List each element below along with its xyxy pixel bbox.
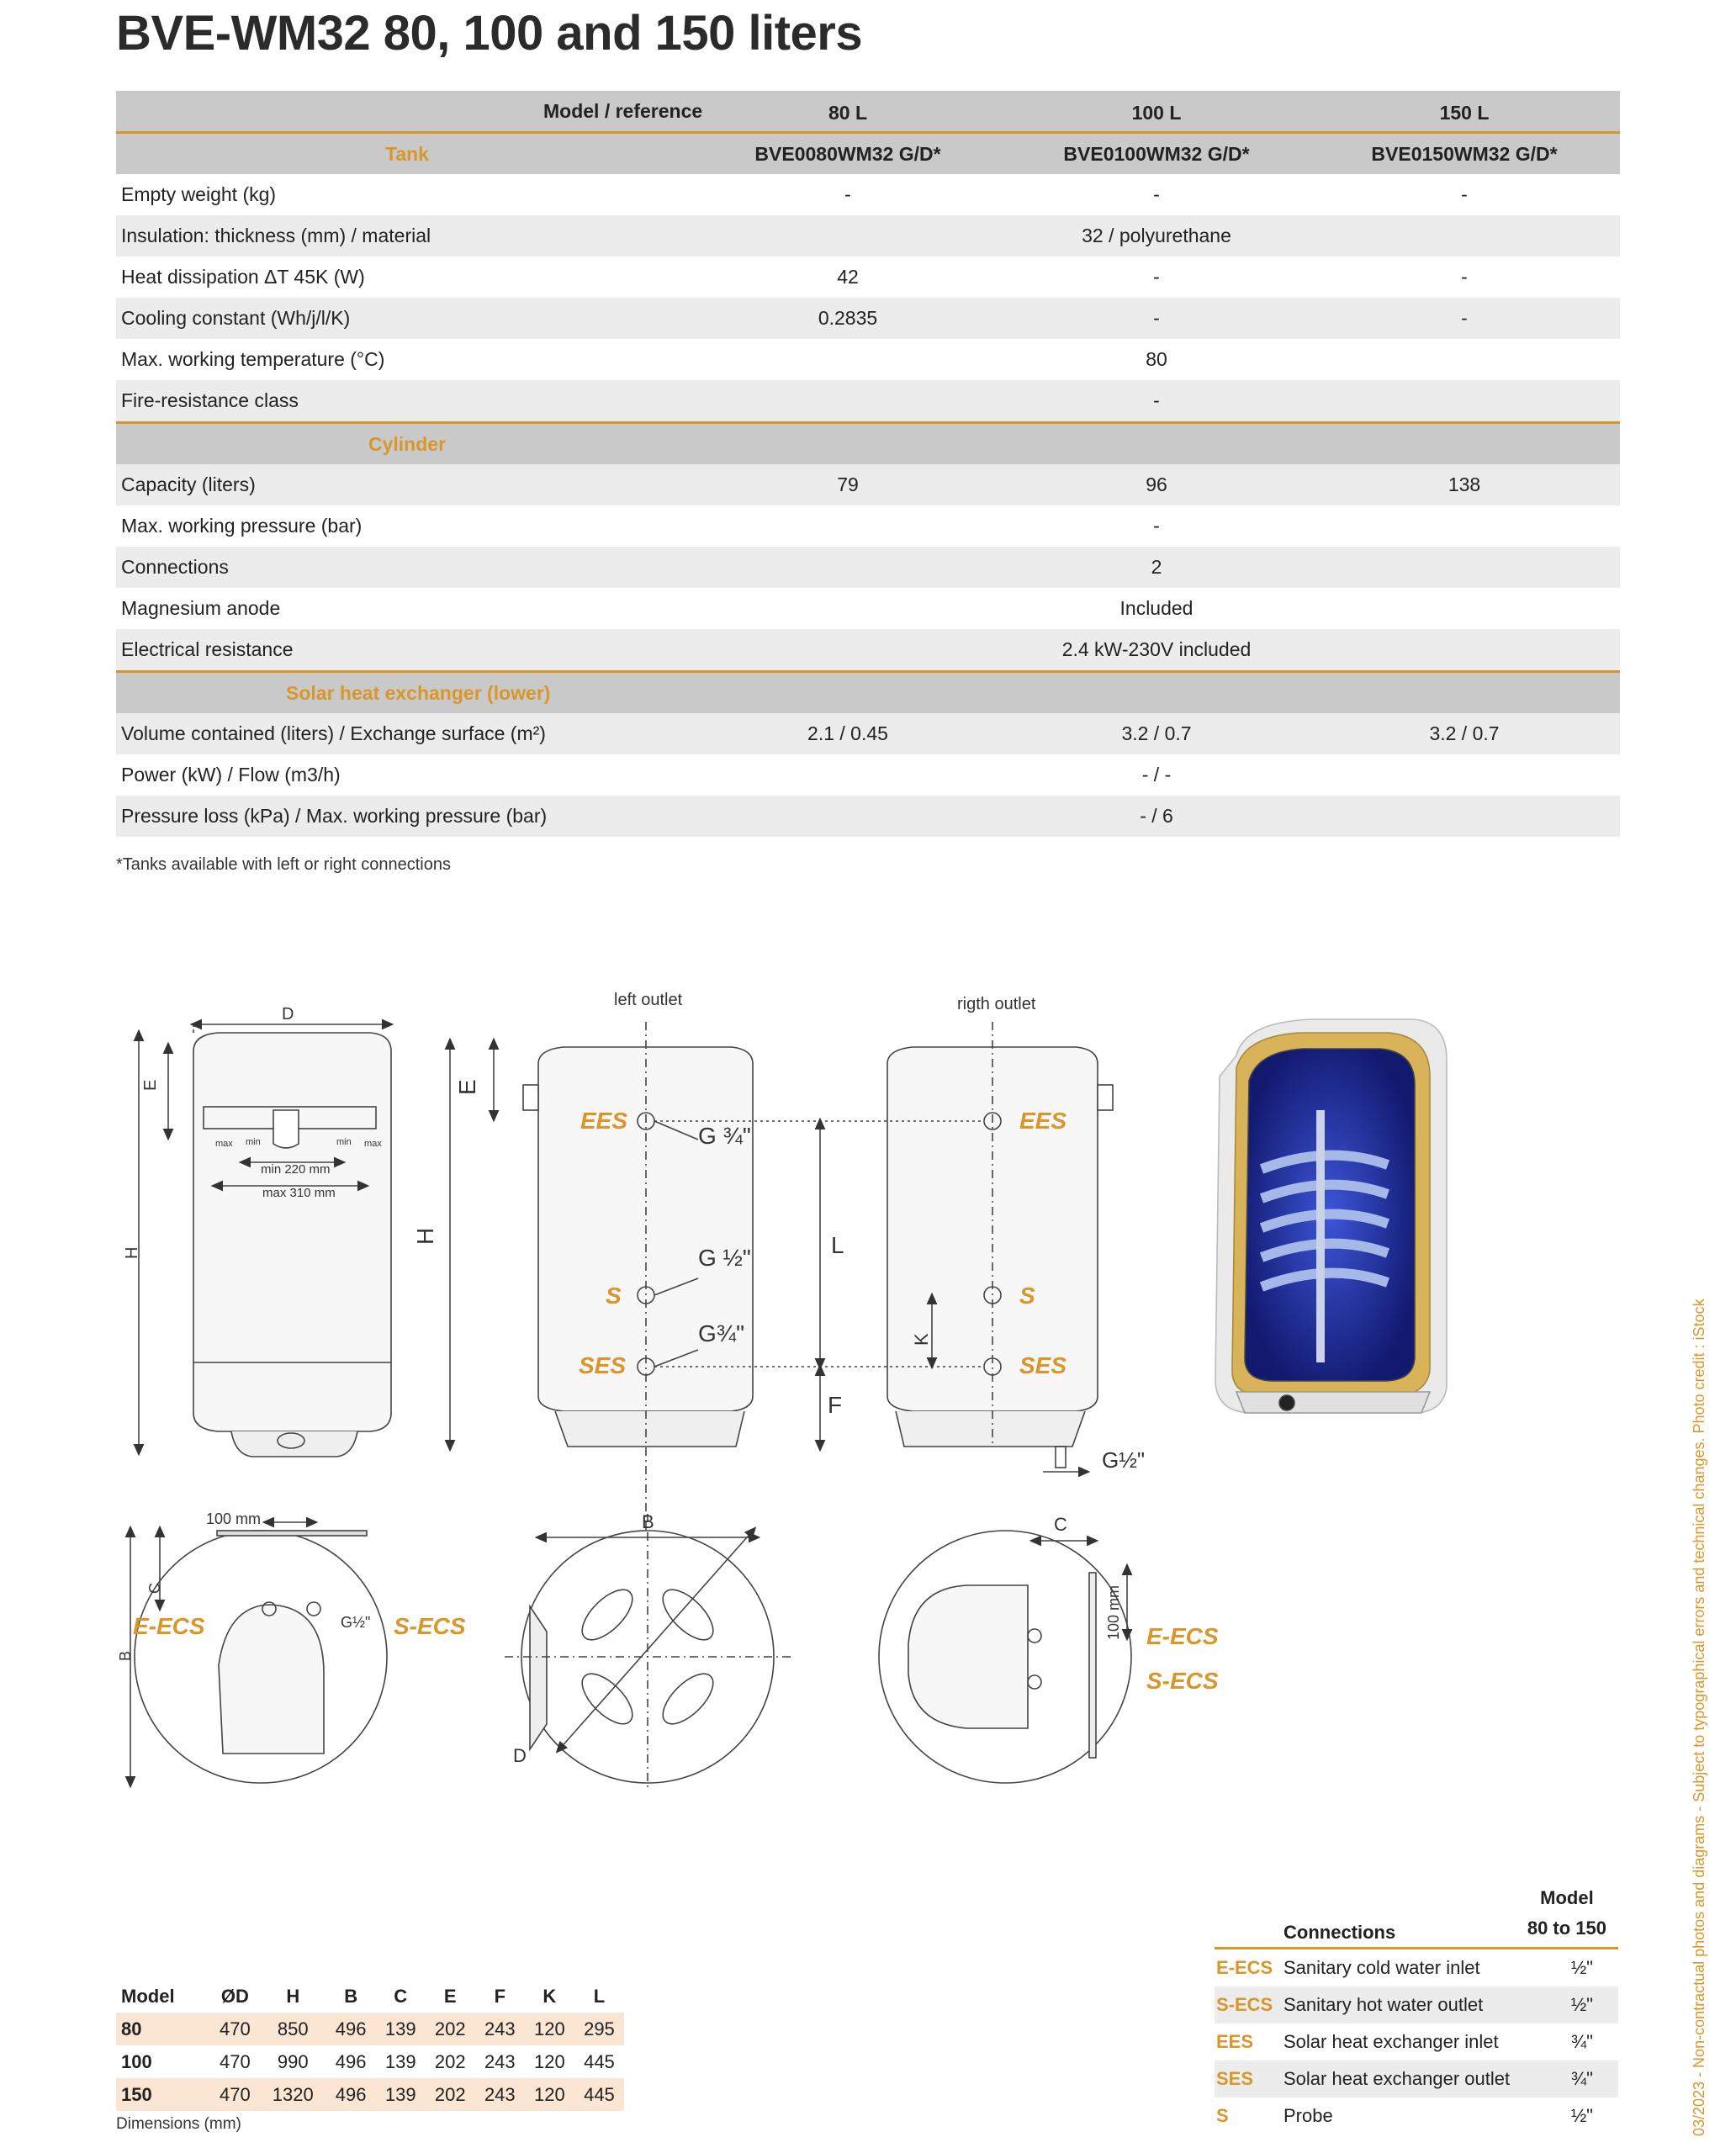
dim-D-label-2: D — [513, 1745, 527, 1766]
cell: 202 — [426, 2013, 475, 2045]
connection-code: S-ECS — [1216, 1994, 1273, 2015]
max-310-label: max 310 mm — [262, 1186, 336, 1200]
cell: - — [1461, 307, 1468, 329]
g12-bottom-label: G½" — [1102, 1447, 1146, 1473]
spec-header-row — [116, 91, 1620, 131]
left-outlet-label: left outlet — [614, 991, 683, 1009]
connection-desc: Probe — [1283, 2105, 1333, 2126]
table-row — [116, 547, 1620, 588]
cell: 139 — [376, 2078, 426, 2111]
S-label-left: S — [606, 1283, 622, 1309]
cell: 2.4 kW-230V included — [1061, 638, 1252, 660]
cell: 2 — [1151, 556, 1162, 578]
row-label: Max. working temperature (°C) — [121, 348, 385, 370]
side-H-label: H — [412, 1227, 438, 1245]
dim-E-label: E — [141, 1079, 160, 1091]
table-row — [116, 2078, 624, 2111]
cell: - — [844, 183, 851, 205]
dim-H-label: H — [123, 1246, 141, 1259]
table-row — [116, 754, 1620, 796]
connection-size: ¾" — [1570, 2031, 1593, 2052]
cell: 202 — [434, 2050, 466, 2072]
model-header — [1527, 1883, 1606, 1944]
dim-D-label: D — [282, 1005, 294, 1024]
S-ECS-label-1: S-ECS — [394, 1613, 466, 1639]
table-row — [116, 464, 1620, 505]
col-header: B — [344, 1986, 358, 2007]
model-range-label: 80 to 150 — [1527, 1918, 1606, 1939]
solar-section-label: Solar heat exchanger (lower) — [286, 682, 551, 704]
cell: 100 — [121, 2050, 152, 2072]
col-header: E — [443, 1986, 457, 2007]
model-header-label: Model — [1540, 1887, 1594, 1908]
cell: 3.2 / 0.7 — [1429, 722, 1500, 744]
table-row — [116, 339, 1620, 380]
cell: 42 — [837, 266, 859, 288]
col-80l: 80 L — [828, 102, 868, 124]
dim-B-label-1: B — [117, 1650, 134, 1661]
table-row — [116, 215, 1620, 257]
row-label: Heat dissipation ΔT 45K (W) — [121, 266, 365, 288]
row-label: Max. working pressure (bar) — [121, 515, 363, 537]
connections-table — [1215, 1884, 1618, 2134]
connection-code: E-ECS — [1216, 1957, 1273, 1978]
connection-desc: Sanitary hot water outlet — [1283, 1994, 1484, 2015]
connection-code: EES — [1216, 2031, 1254, 2052]
cell: - — [1153, 183, 1160, 205]
col-header: L — [593, 1986, 606, 2007]
table-row — [116, 713, 1620, 754]
connection-desc: Solar heat exchanger inlet — [1283, 2031, 1499, 2052]
g12-label: G ½" — [698, 1245, 751, 1271]
table-row — [116, 257, 1620, 298]
cell: 470 — [210, 2013, 260, 2045]
row-label: Power (kW) / Flow (m3/h) — [121, 764, 341, 786]
cell: 295 — [574, 2013, 624, 2045]
mm100-vertical-label: 100 mm — [1105, 1584, 1122, 1640]
technical-drawings — [0, 942, 1736, 1800]
table-row — [116, 298, 1620, 339]
table-row — [116, 629, 1620, 670]
table-row — [1215, 1949, 1618, 1986]
row-label: Volume contained (liters) / Exchange surface (m²) — [121, 722, 546, 744]
min-220-label: min 220 mm — [261, 1162, 331, 1177]
legal-side-note: 03/2023 - Non-contractual photos and diagrams - Subject to typographical errors and technical changes. Photo credit : iStock — [1691, 1299, 1707, 2136]
cell: 139 — [376, 2013, 426, 2045]
EES-label-right: EES — [1019, 1108, 1067, 1134]
cell: - / - — [1141, 764, 1172, 786]
cell: 80 — [1146, 348, 1167, 370]
cell: 990 — [277, 2050, 309, 2072]
cell: 139 — [384, 2050, 416, 2072]
cell: - — [1153, 266, 1160, 288]
row-label: Electrical resistance — [121, 638, 294, 660]
spec-table — [116, 91, 1620, 837]
bottom-view-1 — [130, 1522, 387, 1783]
EES-label-left: EES — [580, 1108, 628, 1134]
drawings-svg — [0, 942, 1736, 1800]
dimensions-caption: Dimensions (mm) — [116, 2115, 241, 2133]
max-label-left: max — [215, 1139, 233, 1149]
E-ECS-label-1: E-ECS — [133, 1613, 205, 1639]
cell: - — [1153, 307, 1160, 329]
tank-header-row — [116, 131, 1620, 174]
connection-code: SES — [1216, 2068, 1254, 2089]
row-label: Insulation: thickness (mm) / material — [121, 225, 431, 246]
cylinder-section-label: Cylinder — [368, 433, 447, 455]
cell: 1320 — [260, 2078, 326, 2111]
cell: 496 — [335, 2050, 367, 2072]
cylinder-header-row — [116, 421, 1620, 464]
cell: 470 — [220, 2050, 251, 2072]
S-label-right: S — [1019, 1283, 1035, 1309]
tank-footnote: *Tanks available with left or right connections — [116, 855, 451, 874]
col-header: K — [542, 1986, 557, 2007]
max-label-right: max — [364, 1139, 382, 1149]
cell: 496 — [326, 2078, 376, 2111]
table-row — [1215, 2097, 1618, 2134]
connection-desc: Solar heat exchanger outlet — [1283, 2068, 1511, 2089]
side-E-label: E — [454, 1079, 480, 1095]
table-row — [1215, 1986, 1618, 2023]
table-row — [116, 380, 1620, 421]
col-header: H — [286, 1986, 300, 2007]
row-label: Pressure loss (kPa) / Max. working pressure (bar) — [121, 805, 548, 827]
dim-C-label-1: C — [146, 1583, 163, 1594]
row-label: Fire-resistance class — [121, 389, 299, 411]
table-row — [1215, 2023, 1618, 2060]
mm100-label: 100 mm — [206, 1510, 262, 1527]
cell: - — [1461, 266, 1468, 288]
dim-K-label: K — [911, 1333, 932, 1346]
cell: - — [1153, 515, 1160, 537]
table-row — [116, 174, 1620, 215]
cell: 496 — [326, 2013, 376, 2045]
table-row — [116, 588, 1620, 629]
ref-150: BVE0150WM32 G/D* — [1371, 143, 1558, 165]
connection-desc: Sanitary cold water inlet — [1283, 1957, 1480, 1978]
col-header: C — [394, 1986, 408, 2007]
SES-label-left: SES — [579, 1352, 627, 1378]
page-title: BVE-WM32 80, 100 and 150 liters — [116, 6, 863, 61]
col-150l: 150 L — [1439, 102, 1490, 124]
cell: 120 — [525, 2013, 574, 2045]
dim-F-label: F — [828, 1392, 843, 1418]
cell: 202 — [426, 2078, 475, 2111]
cell: 445 — [584, 2050, 615, 2072]
solar-header-row — [116, 670, 1620, 713]
g34b-label: G¾" — [698, 1320, 745, 1346]
cell: 0.2835 — [818, 307, 878, 329]
tank-section-label: Tank — [385, 143, 429, 165]
connections-header-label: Connections — [1283, 1922, 1396, 1943]
table-row — [116, 796, 1620, 837]
col-header: Model — [121, 1986, 175, 2007]
dims-header-row — [116, 1981, 624, 2013]
cell: 120 — [525, 2078, 574, 2111]
row-label: Magnesium anode — [121, 597, 281, 619]
E-ECS-label-3: E-ECS — [1146, 1623, 1219, 1649]
cell: 2.1 / 0.45 — [807, 722, 888, 744]
col-header: F — [494, 1986, 506, 2007]
min-label-left: min — [246, 1137, 261, 1147]
cell: 32 / polyurethane — [1082, 225, 1231, 246]
bottom-view-2 — [505, 1514, 791, 1791]
connection-size: ½" — [1570, 1994, 1593, 2015]
cell: 243 — [475, 2078, 525, 2111]
cell: 850 — [260, 2013, 326, 2045]
cell: 243 — [484, 2050, 516, 2072]
cell: 3.2 / 0.7 — [1121, 722, 1192, 744]
col-header: ØD — [220, 1986, 249, 2007]
dimensions-table — [116, 1981, 624, 2111]
cell: Included — [1119, 597, 1194, 619]
cell: 79 — [837, 473, 859, 495]
S-ECS-label-3: S-ECS — [1146, 1668, 1219, 1694]
row-label: Empty weight (kg) — [121, 183, 277, 205]
table-row — [116, 505, 1620, 547]
g34-label: G ¾" — [698, 1123, 751, 1149]
table-row — [1215, 2060, 1618, 2097]
cell: 138 — [1448, 473, 1481, 495]
ref-80: BVE0080WM32 G/D* — [754, 143, 941, 165]
col-100l: 100 L — [1131, 102, 1182, 124]
cell: 80 — [116, 2013, 210, 2045]
table-row — [116, 2013, 624, 2045]
connection-size: ½" — [1570, 1957, 1593, 1978]
dim-B-label-2: B — [642, 1511, 654, 1532]
cell: 243 — [475, 2013, 525, 2045]
connection-code: S — [1216, 2105, 1229, 2126]
min-label-right: min — [336, 1137, 352, 1147]
cell: - / 6 — [1140, 805, 1173, 827]
cell: - — [1461, 183, 1468, 205]
dim-C-label-3: C — [1054, 1514, 1067, 1535]
connection-size: ¾" — [1570, 2068, 1593, 2089]
cell: 150 — [116, 2078, 210, 2111]
cell: 445 — [574, 2078, 624, 2111]
cell: 96 — [1146, 473, 1167, 495]
connection-size: ½" — [1570, 2105, 1593, 2126]
ref-100: BVE0100WM32 G/D* — [1063, 143, 1250, 165]
dim-L-label: L — [831, 1232, 844, 1258]
row-label: Connections — [121, 556, 229, 578]
tank-photo — [1215, 1019, 1447, 1413]
model-reference-label: Model / reference — [543, 100, 703, 122]
cell: - — [1153, 389, 1160, 411]
row-label: Cooling constant (Wh/j/l/K) — [121, 307, 351, 329]
cell: 120 — [533, 2050, 565, 2072]
bottom-view-3 — [879, 1531, 1131, 1783]
front-view-wall — [139, 1024, 391, 1457]
g12b-label: G½" — [341, 1614, 371, 1631]
table-row — [116, 2045, 624, 2078]
SES-label-right: SES — [1019, 1352, 1067, 1378]
right-outlet-label: rigth outlet — [957, 995, 1036, 1013]
connections-header — [1215, 1884, 1618, 1949]
cell: 470 — [210, 2078, 260, 2111]
row-label: Capacity (liters) — [121, 473, 256, 495]
